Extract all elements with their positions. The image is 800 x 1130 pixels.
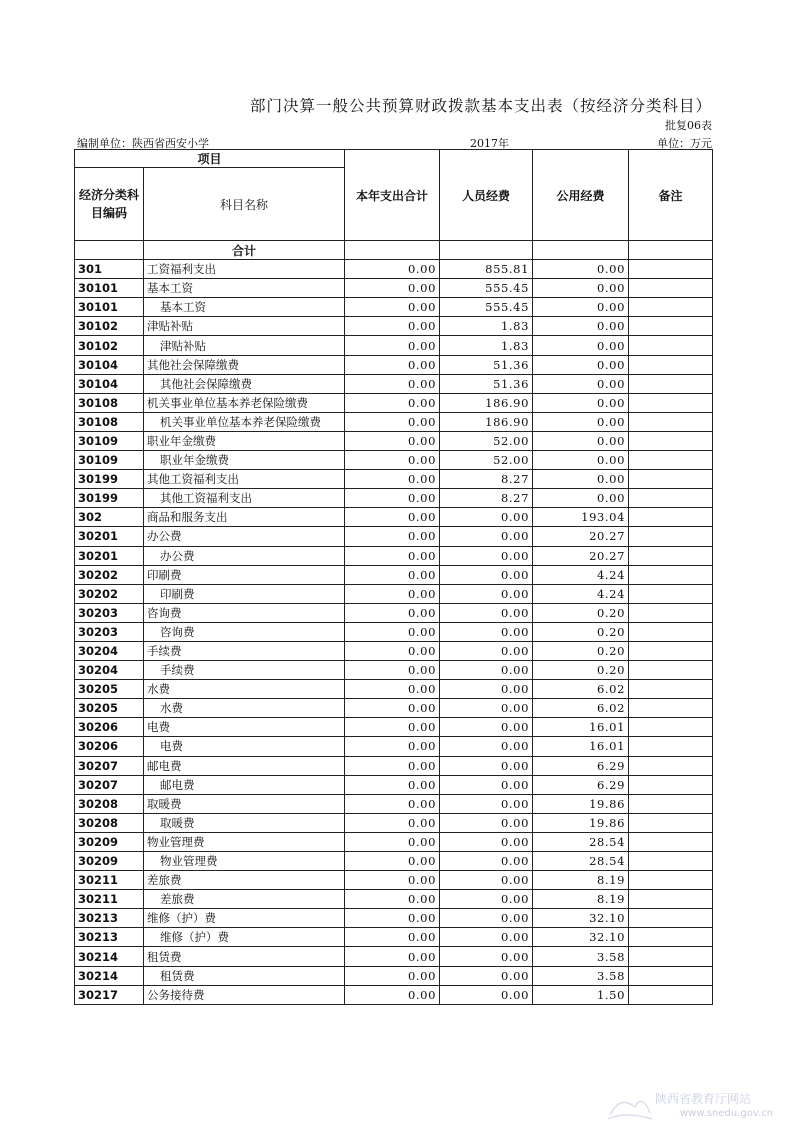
table-row xyxy=(75,317,713,336)
row-public: 3.58 xyxy=(533,947,629,966)
row-name: 基本工资 xyxy=(144,279,345,298)
row-remark xyxy=(629,603,713,622)
report-year: 2017年 xyxy=(470,137,509,150)
row-code: 30213 xyxy=(75,928,144,947)
table-row xyxy=(75,412,713,431)
row-public: 6.29 xyxy=(533,756,629,775)
row-public: 0.00 xyxy=(533,412,629,431)
row-code: 30201 xyxy=(75,546,144,565)
row-personnel: 8.27 xyxy=(440,470,533,489)
row-code: 30102 xyxy=(75,317,144,336)
table-row xyxy=(75,832,713,851)
row-total: 0.00 xyxy=(345,699,440,718)
row-remark xyxy=(629,852,713,871)
row-code: 30205 xyxy=(75,680,144,699)
row-public: 3.58 xyxy=(533,966,629,985)
row-name: 手续费 xyxy=(144,641,345,660)
row-personnel: 0.00 xyxy=(440,661,533,680)
table-row xyxy=(75,794,713,813)
table-row xyxy=(75,909,713,928)
row-personnel: 0.00 xyxy=(440,508,533,527)
row-personnel: 0.00 xyxy=(440,871,533,890)
row-remark xyxy=(629,317,713,336)
row-remark xyxy=(629,279,713,298)
row-personnel: 0.00 xyxy=(440,718,533,737)
row-code: 30204 xyxy=(75,661,144,680)
table-row xyxy=(75,680,713,699)
row-remark xyxy=(629,260,713,279)
row-name: 机关事业单位基本养老保险缴费 xyxy=(144,393,345,412)
row-total: 0.00 xyxy=(345,871,440,890)
row-public: 6.02 xyxy=(533,680,629,699)
row-remark xyxy=(629,871,713,890)
table-row xyxy=(75,470,713,489)
row-total: 0.00 xyxy=(345,508,440,527)
row-total: 0.00 xyxy=(345,909,440,928)
row-name: 办公费 xyxy=(144,527,345,546)
row-personnel: 0.00 xyxy=(440,622,533,641)
row-personnel: 0.00 xyxy=(440,737,533,756)
row-personnel: 0.00 xyxy=(440,890,533,909)
row-code: 30209 xyxy=(75,832,144,851)
row-name: 邮电费 xyxy=(144,775,345,794)
row-total: 0.00 xyxy=(345,985,440,1004)
row-remark xyxy=(629,794,713,813)
row-total: 0.00 xyxy=(345,584,440,603)
header-remark: 备注 xyxy=(629,150,713,241)
row-code: 30208 xyxy=(75,813,144,832)
row-remark xyxy=(629,813,713,832)
row-total: 0.00 xyxy=(345,546,440,565)
row-code: 30203 xyxy=(75,603,144,622)
row-total: 0.00 xyxy=(345,565,440,584)
row-public: 16.01 xyxy=(533,737,629,756)
table-row xyxy=(75,985,713,1004)
row-personnel: 0.00 xyxy=(440,527,533,546)
row-code: 30207 xyxy=(75,775,144,794)
row-public: 16.01 xyxy=(533,718,629,737)
row-total: 0.00 xyxy=(345,527,440,546)
row-public: 0.00 xyxy=(533,279,629,298)
row-code: 30199 xyxy=(75,470,144,489)
row-name: 公务接待费 xyxy=(144,985,345,1004)
row-public: 8.19 xyxy=(533,871,629,890)
row-personnel: 52.00 xyxy=(440,451,533,470)
row-remark xyxy=(629,661,713,680)
row-code: 30217 xyxy=(75,985,144,1004)
table-row xyxy=(75,775,713,794)
row-total: 0.00 xyxy=(345,336,440,355)
row-name: 电费 xyxy=(144,718,345,737)
row-personnel: 0.00 xyxy=(440,909,533,928)
row-remark xyxy=(629,451,713,470)
row-personnel: 0.00 xyxy=(440,794,533,813)
header-personnel: 人员经费 xyxy=(440,150,533,241)
row-total: 0.00 xyxy=(345,852,440,871)
table-row xyxy=(75,737,713,756)
row-name: 津贴补贴 xyxy=(144,317,345,336)
row-public: 1.50 xyxy=(533,985,629,1004)
row-public: 20.27 xyxy=(533,527,629,546)
row-name: 职业年金缴费 xyxy=(144,451,345,470)
row-code: 30206 xyxy=(75,718,144,737)
row-remark xyxy=(629,699,713,718)
row-name: 邮电费 xyxy=(144,756,345,775)
row-code: 30201 xyxy=(75,527,144,546)
compiling-unit: 编制单位：陕西省西安小学 xyxy=(77,137,209,150)
table-row xyxy=(75,279,713,298)
table-row xyxy=(75,603,713,622)
row-remark xyxy=(629,298,713,317)
row-remark xyxy=(629,775,713,794)
row-personnel: 0.00 xyxy=(440,985,533,1004)
row-personnel: 0.00 xyxy=(440,699,533,718)
row-personnel: 51.36 xyxy=(440,374,533,393)
table-row xyxy=(75,565,713,584)
row-personnel: 0.00 xyxy=(440,641,533,660)
row-remark xyxy=(629,412,713,431)
row-code: 30104 xyxy=(75,355,144,374)
row-remark xyxy=(629,737,713,756)
row-code: 302 xyxy=(75,508,144,527)
row-name: 差旅费 xyxy=(144,871,345,890)
table-row xyxy=(75,527,713,546)
table-row xyxy=(75,489,713,508)
row-remark xyxy=(629,622,713,641)
row-public: 0.20 xyxy=(533,661,629,680)
row-personnel: 0.00 xyxy=(440,756,533,775)
row-name: 电费 xyxy=(144,737,345,756)
row-personnel: 0.00 xyxy=(440,565,533,584)
row-personnel: 0.00 xyxy=(440,813,533,832)
header-total: 本年支出合计 xyxy=(345,150,440,241)
row-total: 0.00 xyxy=(345,355,440,374)
row-public: 0.00 xyxy=(533,260,629,279)
row-total: 0.00 xyxy=(345,279,440,298)
row-name: 商品和服务支出 xyxy=(144,508,345,527)
row-code: 30209 xyxy=(75,852,144,871)
table-row xyxy=(75,393,713,412)
row-total: 0.00 xyxy=(345,431,440,450)
row-remark xyxy=(629,527,713,546)
row-code: 301 xyxy=(75,260,144,279)
row-public: 0.00 xyxy=(533,393,629,412)
row-remark xyxy=(629,336,713,355)
row-total: 0.00 xyxy=(345,661,440,680)
total-label: 合计 xyxy=(144,241,345,260)
row-remark xyxy=(629,565,713,584)
row-remark xyxy=(629,680,713,699)
row-name: 手续费 xyxy=(144,661,345,680)
row-public: 0.20 xyxy=(533,603,629,622)
row-name: 其他社会保障缴费 xyxy=(144,355,345,374)
row-public: 0.00 xyxy=(533,470,629,489)
row-total: 0.00 xyxy=(345,603,440,622)
row-code: 30109 xyxy=(75,451,144,470)
row-total: 0.00 xyxy=(345,374,440,393)
row-public: 0.00 xyxy=(533,317,629,336)
table-row xyxy=(75,661,713,680)
row-total: 0.00 xyxy=(345,451,440,470)
row-total: 0.00 xyxy=(345,260,440,279)
row-code: 30205 xyxy=(75,699,144,718)
row-name: 水费 xyxy=(144,680,345,699)
row-code: 30211 xyxy=(75,890,144,909)
row-name: 取暖费 xyxy=(144,813,345,832)
row-personnel: 52.00 xyxy=(440,431,533,450)
row-total: 0.00 xyxy=(345,718,440,737)
row-personnel: 0.00 xyxy=(440,852,533,871)
row-personnel: 0.00 xyxy=(440,775,533,794)
row-remark xyxy=(629,909,713,928)
row-public: 193.04 xyxy=(533,508,629,527)
row-code: 30204 xyxy=(75,641,144,660)
row-remark xyxy=(629,756,713,775)
row-total: 0.00 xyxy=(345,737,440,756)
table-row xyxy=(75,699,713,718)
table-row xyxy=(75,852,713,871)
row-total: 0.00 xyxy=(345,832,440,851)
row-name: 咨询费 xyxy=(144,622,345,641)
table-row xyxy=(75,890,713,909)
table-row xyxy=(75,966,713,985)
table-row xyxy=(75,260,713,279)
row-remark xyxy=(629,431,713,450)
table-row xyxy=(75,336,713,355)
row-code: 30214 xyxy=(75,947,144,966)
row-personnel: 555.45 xyxy=(440,298,533,317)
row-public: 0.00 xyxy=(533,451,629,470)
row-remark xyxy=(629,546,713,565)
row-personnel: 0.00 xyxy=(440,546,533,565)
table-row xyxy=(75,584,713,603)
row-code: 30214 xyxy=(75,966,144,985)
header-item: 项目 xyxy=(75,150,345,168)
table-row xyxy=(75,928,713,947)
row-remark xyxy=(629,355,713,374)
row-name: 租赁费 xyxy=(144,947,345,966)
row-total: 0.00 xyxy=(345,680,440,699)
row-remark xyxy=(629,508,713,527)
row-code: 30109 xyxy=(75,431,144,450)
row-personnel: 186.90 xyxy=(440,412,533,431)
row-public: 0.00 xyxy=(533,298,629,317)
table-row xyxy=(75,298,713,317)
row-total: 0.00 xyxy=(345,947,440,966)
row-personnel: 186.90 xyxy=(440,393,533,412)
row-code: 30108 xyxy=(75,412,144,431)
row-public: 32.10 xyxy=(533,909,629,928)
row-remark xyxy=(629,641,713,660)
row-remark xyxy=(629,928,713,947)
row-name: 其他工资福利支出 xyxy=(144,470,345,489)
row-personnel: 855.81 xyxy=(440,260,533,279)
row-total: 0.00 xyxy=(345,813,440,832)
row-remark xyxy=(629,985,713,1004)
row-total: 0.00 xyxy=(345,794,440,813)
row-remark xyxy=(629,947,713,966)
total-code-cell xyxy=(75,241,144,260)
row-name: 工资福利支出 xyxy=(144,260,345,279)
row-personnel: 0.00 xyxy=(440,966,533,985)
row-public: 0.00 xyxy=(533,374,629,393)
row-code: 30104 xyxy=(75,374,144,393)
row-remark xyxy=(629,470,713,489)
table-row xyxy=(75,622,713,641)
row-public: 0.20 xyxy=(533,641,629,660)
row-code: 30202 xyxy=(75,565,144,584)
expenditure-table xyxy=(74,149,713,1005)
row-total: 0.00 xyxy=(345,622,440,641)
table-row xyxy=(75,431,713,450)
row-personnel: 1.83 xyxy=(440,317,533,336)
row-name: 基本工资 xyxy=(144,298,345,317)
row-name: 其他社会保障缴费 xyxy=(144,374,345,393)
row-total: 0.00 xyxy=(345,412,440,431)
row-code: 30202 xyxy=(75,584,144,603)
row-name: 咨询费 xyxy=(144,603,345,622)
watermark-url: www.snedu.gov.cn xyxy=(680,1108,773,1119)
row-total: 0.00 xyxy=(345,317,440,336)
row-name: 办公费 xyxy=(144,546,345,565)
row-total: 0.00 xyxy=(345,393,440,412)
table-body xyxy=(75,260,713,1005)
header-code: 经济分类科目编码 xyxy=(75,168,144,241)
row-remark xyxy=(629,718,713,737)
row-personnel: 0.00 xyxy=(440,832,533,851)
row-remark xyxy=(629,393,713,412)
row-name: 物业管理费 xyxy=(144,852,345,871)
row-name: 印刷费 xyxy=(144,584,345,603)
row-name: 租赁费 xyxy=(144,966,345,985)
table-row xyxy=(75,508,713,527)
row-code: 30199 xyxy=(75,489,144,508)
row-personnel: 0.00 xyxy=(440,584,533,603)
row-remark xyxy=(629,489,713,508)
table-row xyxy=(75,374,713,393)
row-public: 8.19 xyxy=(533,890,629,909)
row-remark xyxy=(629,374,713,393)
row-code: 30207 xyxy=(75,756,144,775)
row-name: 物业管理费 xyxy=(144,832,345,851)
table-row xyxy=(75,546,713,565)
row-code: 30101 xyxy=(75,279,144,298)
row-code: 30108 xyxy=(75,393,144,412)
row-personnel: 0.00 xyxy=(440,928,533,947)
table-row xyxy=(75,871,713,890)
row-public: 4.24 xyxy=(533,565,629,584)
row-code: 30213 xyxy=(75,909,144,928)
header-public: 公用经费 xyxy=(533,150,629,241)
row-public: 28.54 xyxy=(533,852,629,871)
row-personnel: 8.27 xyxy=(440,489,533,508)
row-name: 津贴补贴 xyxy=(144,336,345,355)
row-name: 其他工资福利支出 xyxy=(144,489,345,508)
row-total: 0.00 xyxy=(345,489,440,508)
row-public: 19.86 xyxy=(533,794,629,813)
table-title: 部门决算一般公共预算财政拨款基本支出表（按经济分类科目） xyxy=(250,97,713,115)
row-name: 维修（护）费 xyxy=(144,909,345,928)
row-personnel: 51.36 xyxy=(440,355,533,374)
row-name: 机关事业单位基本养老保险缴费 xyxy=(144,412,345,431)
row-personnel: 555.45 xyxy=(440,279,533,298)
row-total: 0.00 xyxy=(345,890,440,909)
row-remark xyxy=(629,832,713,851)
row-public: 6.29 xyxy=(533,775,629,794)
table-row xyxy=(75,641,713,660)
row-code: 30102 xyxy=(75,336,144,355)
row-total: 0.00 xyxy=(345,641,440,660)
row-total: 0.00 xyxy=(345,470,440,489)
table-row xyxy=(75,813,713,832)
row-total: 0.00 xyxy=(345,298,440,317)
form-number: 批复06表 xyxy=(665,119,712,132)
table-row xyxy=(75,756,713,775)
row-name: 维修（护）费 xyxy=(144,928,345,947)
row-public: 0.00 xyxy=(533,336,629,355)
row-public: 0.00 xyxy=(533,355,629,374)
row-name: 取暖费 xyxy=(144,794,345,813)
row-public: 20.27 xyxy=(533,546,629,565)
row-personnel: 0.00 xyxy=(440,947,533,966)
row-personnel: 1.83 xyxy=(440,336,533,355)
row-remark xyxy=(629,966,713,985)
row-public: 0.20 xyxy=(533,622,629,641)
row-public: 0.00 xyxy=(533,489,629,508)
row-total: 0.00 xyxy=(345,775,440,794)
row-public: 28.54 xyxy=(533,832,629,851)
row-remark xyxy=(629,890,713,909)
row-total: 0.00 xyxy=(345,928,440,947)
watermark-text: 陕西省教育厅网站 xyxy=(655,1092,752,1106)
row-public: 32.10 xyxy=(533,928,629,947)
row-name: 职业年金缴费 xyxy=(144,431,345,450)
row-public: 6.02 xyxy=(533,699,629,718)
row-code: 30206 xyxy=(75,737,144,756)
row-public: 4.24 xyxy=(533,584,629,603)
row-name: 印刷费 xyxy=(144,565,345,584)
table-row xyxy=(75,451,713,470)
table-row xyxy=(75,947,713,966)
row-code: 30211 xyxy=(75,871,144,890)
row-total: 0.00 xyxy=(345,966,440,985)
row-public: 19.86 xyxy=(533,813,629,832)
row-personnel: 0.00 xyxy=(440,603,533,622)
row-code: 30101 xyxy=(75,298,144,317)
row-public: 0.00 xyxy=(533,431,629,450)
row-remark xyxy=(629,584,713,603)
row-personnel: 0.00 xyxy=(440,680,533,699)
table-row xyxy=(75,718,713,737)
row-total: 0.00 xyxy=(345,756,440,775)
row-name: 水费 xyxy=(144,699,345,718)
row-code: 30208 xyxy=(75,794,144,813)
currency-unit: 单位：万元 xyxy=(657,137,712,150)
row-name: 差旅费 xyxy=(144,890,345,909)
row-code: 30203 xyxy=(75,622,144,641)
header-name: 科目名称 xyxy=(144,168,345,241)
table-row xyxy=(75,355,713,374)
